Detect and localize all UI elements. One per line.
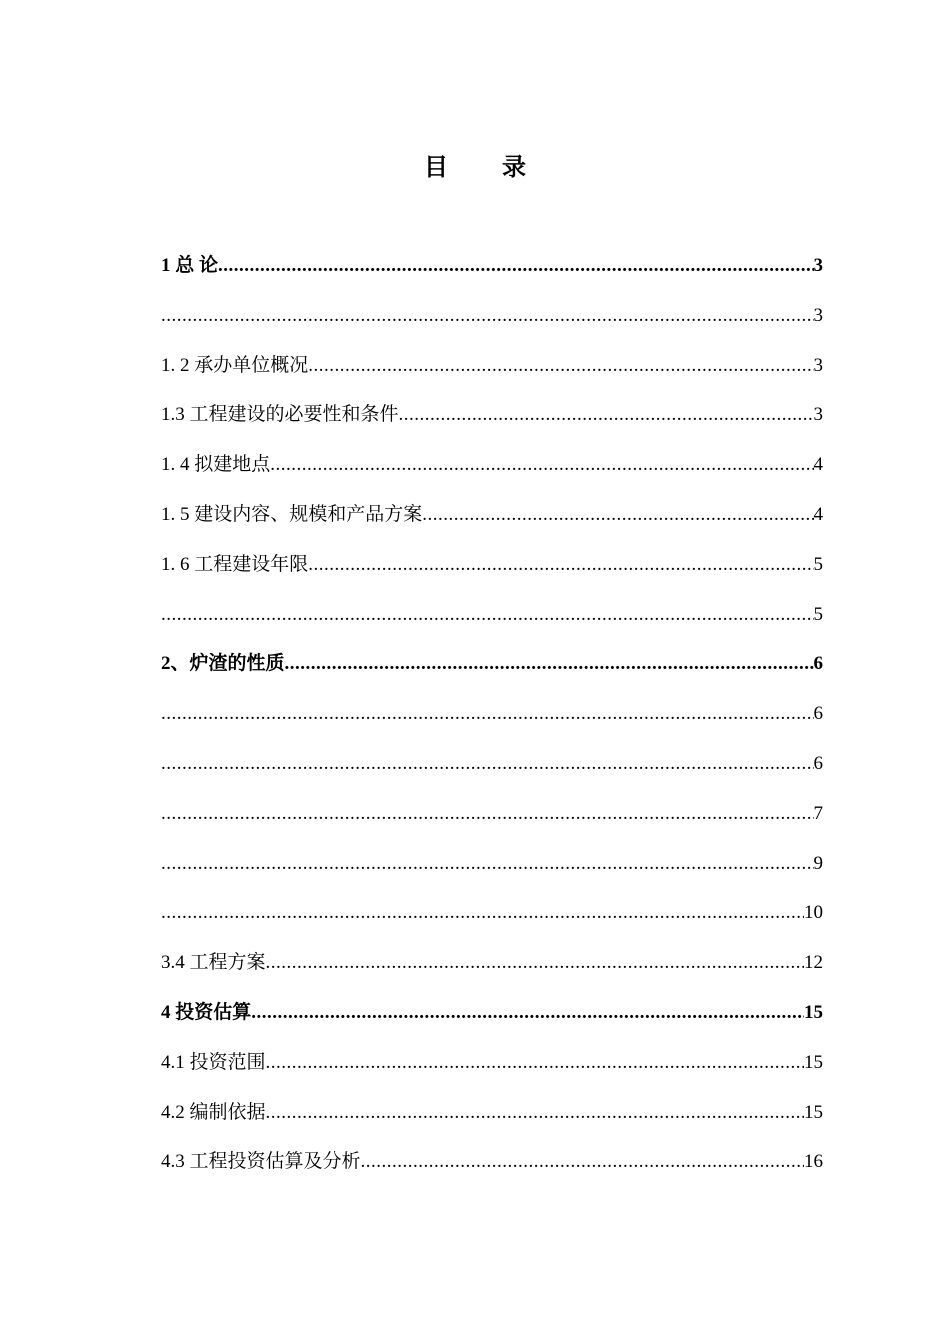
toc-entry-page-number: 15 (804, 1101, 823, 1123)
toc-entry[interactable] (161, 791, 823, 841)
toc-entry-label: 1.3 工程建设的必要性和条件 (161, 404, 399, 426)
toc-entry-page-number: 6 (813, 653, 823, 675)
toc-dot-leader (161, 741, 814, 787)
toc-entry-label: 1. 2 承办单位概况 (161, 354, 309, 376)
toc-dot-leader (285, 641, 814, 687)
toc-entry-page-number: 7 (813, 802, 823, 824)
toc-entry-page-number: 12 (804, 952, 823, 974)
toc-entry[interactable] (161, 841, 823, 891)
toc-dot-leader (308, 343, 813, 389)
toc-entry[interactable] (161, 392, 823, 442)
toc-dot-leader (266, 1090, 804, 1136)
toc-entry[interactable] (161, 691, 823, 741)
page-title: 目 录 (424, 155, 550, 181)
toc-entry[interactable] (161, 1139, 823, 1189)
toc-entry[interactable] (161, 293, 823, 343)
toc-entry[interactable] (161, 592, 823, 642)
toc-dot-leader (266, 1040, 804, 1086)
toc-entry-label: 1. 5 建设内容、规模和产品方案 (161, 503, 423, 525)
toc-dot-leader (161, 890, 804, 936)
toc-dot-leader (161, 293, 814, 339)
toc-entry-page-number: 15 (804, 1051, 823, 1073)
toc-entry-page-number: 16 (804, 1151, 823, 1173)
toc-entry-label: 1. 6 工程建设年限 (161, 553, 309, 575)
toc-entry-page-number: 4 (813, 454, 823, 476)
toc-dot-leader (161, 841, 814, 887)
toc-entry[interactable] (161, 990, 823, 1040)
toc-entry-page-number: 3 (813, 354, 823, 376)
toc-entry[interactable] (161, 1040, 823, 1090)
toc-entry-page-number: 9 (813, 852, 823, 874)
toc-entry-page-number: 10 (804, 902, 823, 924)
toc-entry-label: 3.4 工程方案 (161, 952, 266, 974)
toc-dot-leader (399, 392, 814, 438)
toc-dot-leader (161, 791, 814, 837)
toc-entry[interactable] (161, 890, 823, 940)
toc-entry[interactable] (161, 542, 823, 592)
toc-dot-leader (266, 940, 804, 986)
toc-entry-page-number: 4 (813, 503, 823, 525)
toc-dot-leader (161, 691, 814, 737)
toc-entry[interactable] (161, 741, 823, 791)
toc-entry[interactable] (161, 442, 823, 492)
toc-entry[interactable] (161, 940, 823, 990)
toc-entry-page-number: 3 (813, 304, 823, 326)
toc-entry-page-number: 6 (813, 703, 823, 725)
toc-entry-page-number: 3 (813, 404, 823, 426)
toc-entry[interactable] (161, 243, 823, 293)
toc-entry[interactable] (161, 343, 823, 393)
toc-entry-label: 1 总 论 (161, 255, 219, 276)
toc-dot-leader (270, 442, 813, 488)
toc-entry-label: 4 投资估算 (161, 1001, 252, 1023)
toc-entry[interactable] (161, 492, 823, 542)
toc-dot-leader (422, 492, 813, 538)
toc-entry-page-number: 5 (813, 603, 823, 625)
toc-entry-label: 4.2 编制依据 (161, 1101, 266, 1123)
toc-dot-leader (251, 990, 804, 1036)
toc-entry-page-number: 15 (804, 1001, 823, 1023)
toc-dot-leader (361, 1139, 804, 1185)
toc-entry-label: 4.3 工程投资估算及分析 (161, 1151, 361, 1173)
toc-dot-leader (218, 243, 813, 289)
toc-dot-leader (161, 592, 814, 638)
toc-entry-label: 2、炉渣的性质 (161, 653, 285, 675)
toc-entry-page-number: 5 (813, 553, 823, 575)
toc-entry[interactable] (161, 641, 823, 691)
table-of-contents (161, 243, 823, 1189)
toc-entry-label: 1. 4 拟建地点 (161, 454, 271, 476)
toc-entry-page-number: 3 (813, 255, 823, 276)
toc-dot-leader (308, 542, 813, 588)
toc-entry-page-number: 6 (813, 752, 823, 774)
toc-entry-label: 4.1 投资范围 (161, 1051, 266, 1073)
toc-entry[interactable] (161, 1090, 823, 1140)
